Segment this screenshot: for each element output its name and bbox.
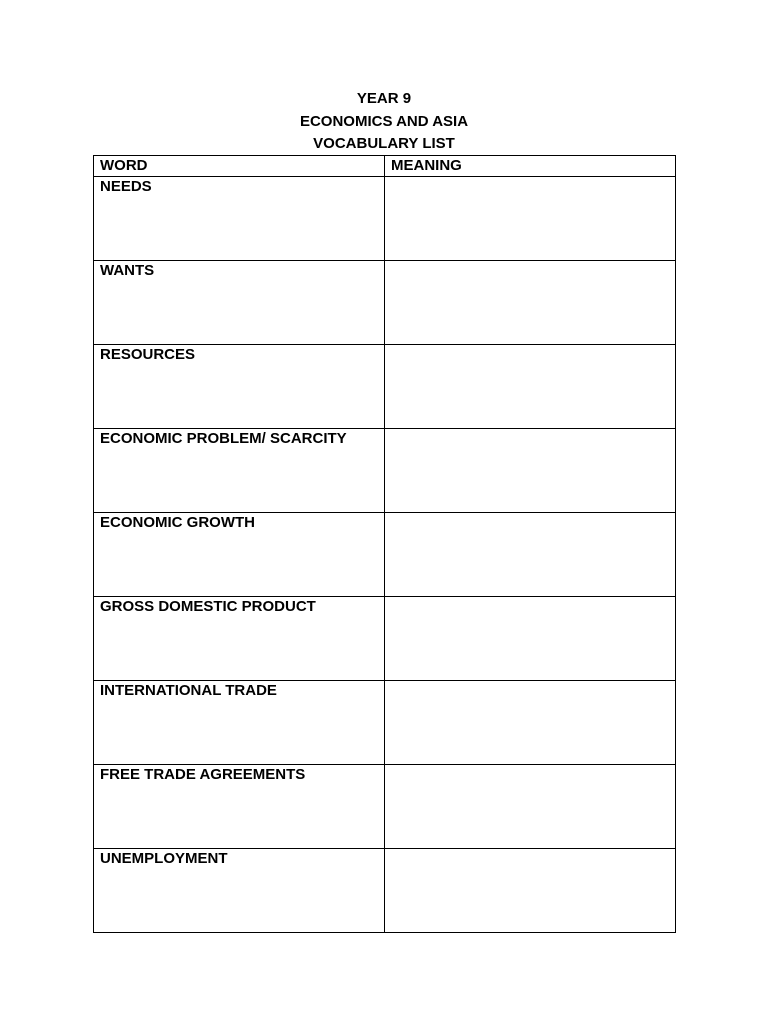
word-cell: UNEMPLOYMENT xyxy=(94,849,385,933)
document-heading xyxy=(0,88,768,156)
column-header-meaning: MEANING xyxy=(385,156,676,177)
word-cell: FREE TRADE AGREEMENTS xyxy=(94,765,385,849)
meaning-cell[interactable] xyxy=(385,849,676,933)
table-row xyxy=(94,345,676,429)
heading-year: YEAR 9 xyxy=(356,90,412,107)
word-cell: INTERNATIONAL TRADE xyxy=(94,681,385,765)
table-header-row xyxy=(94,156,676,177)
meaning-cell[interactable] xyxy=(385,429,676,513)
word-cell: NEEDS xyxy=(94,177,385,261)
table-row xyxy=(94,429,676,513)
table-row xyxy=(94,261,676,345)
table-row xyxy=(94,681,676,765)
word-cell: GROSS DOMESTIC PRODUCT xyxy=(94,597,385,681)
meaning-cell[interactable] xyxy=(385,513,676,597)
heading-subject: ECONOMICS AND ASIA xyxy=(299,112,469,130)
table-row xyxy=(94,849,676,933)
meaning-cell[interactable] xyxy=(385,765,676,849)
table-row xyxy=(94,513,676,597)
meaning-cell[interactable] xyxy=(385,681,676,765)
meaning-cell[interactable] xyxy=(385,597,676,681)
word-cell: WANTS xyxy=(94,261,385,345)
word-cell: ECONOMIC GROWTH xyxy=(94,513,385,597)
column-header-word: WORD xyxy=(94,156,385,177)
word-cell: ECONOMIC PROBLEM/ SCARCITY xyxy=(94,429,385,513)
meaning-cell[interactable] xyxy=(385,261,676,345)
table-row xyxy=(94,597,676,681)
table-row xyxy=(94,765,676,849)
meaning-cell[interactable] xyxy=(385,345,676,429)
word-cell: RESOURCES xyxy=(94,345,385,429)
meaning-cell[interactable] xyxy=(385,177,676,261)
heading-title: VOCABULARY LIST xyxy=(313,135,455,152)
vocabulary-table xyxy=(93,155,676,933)
table-row xyxy=(94,177,676,261)
